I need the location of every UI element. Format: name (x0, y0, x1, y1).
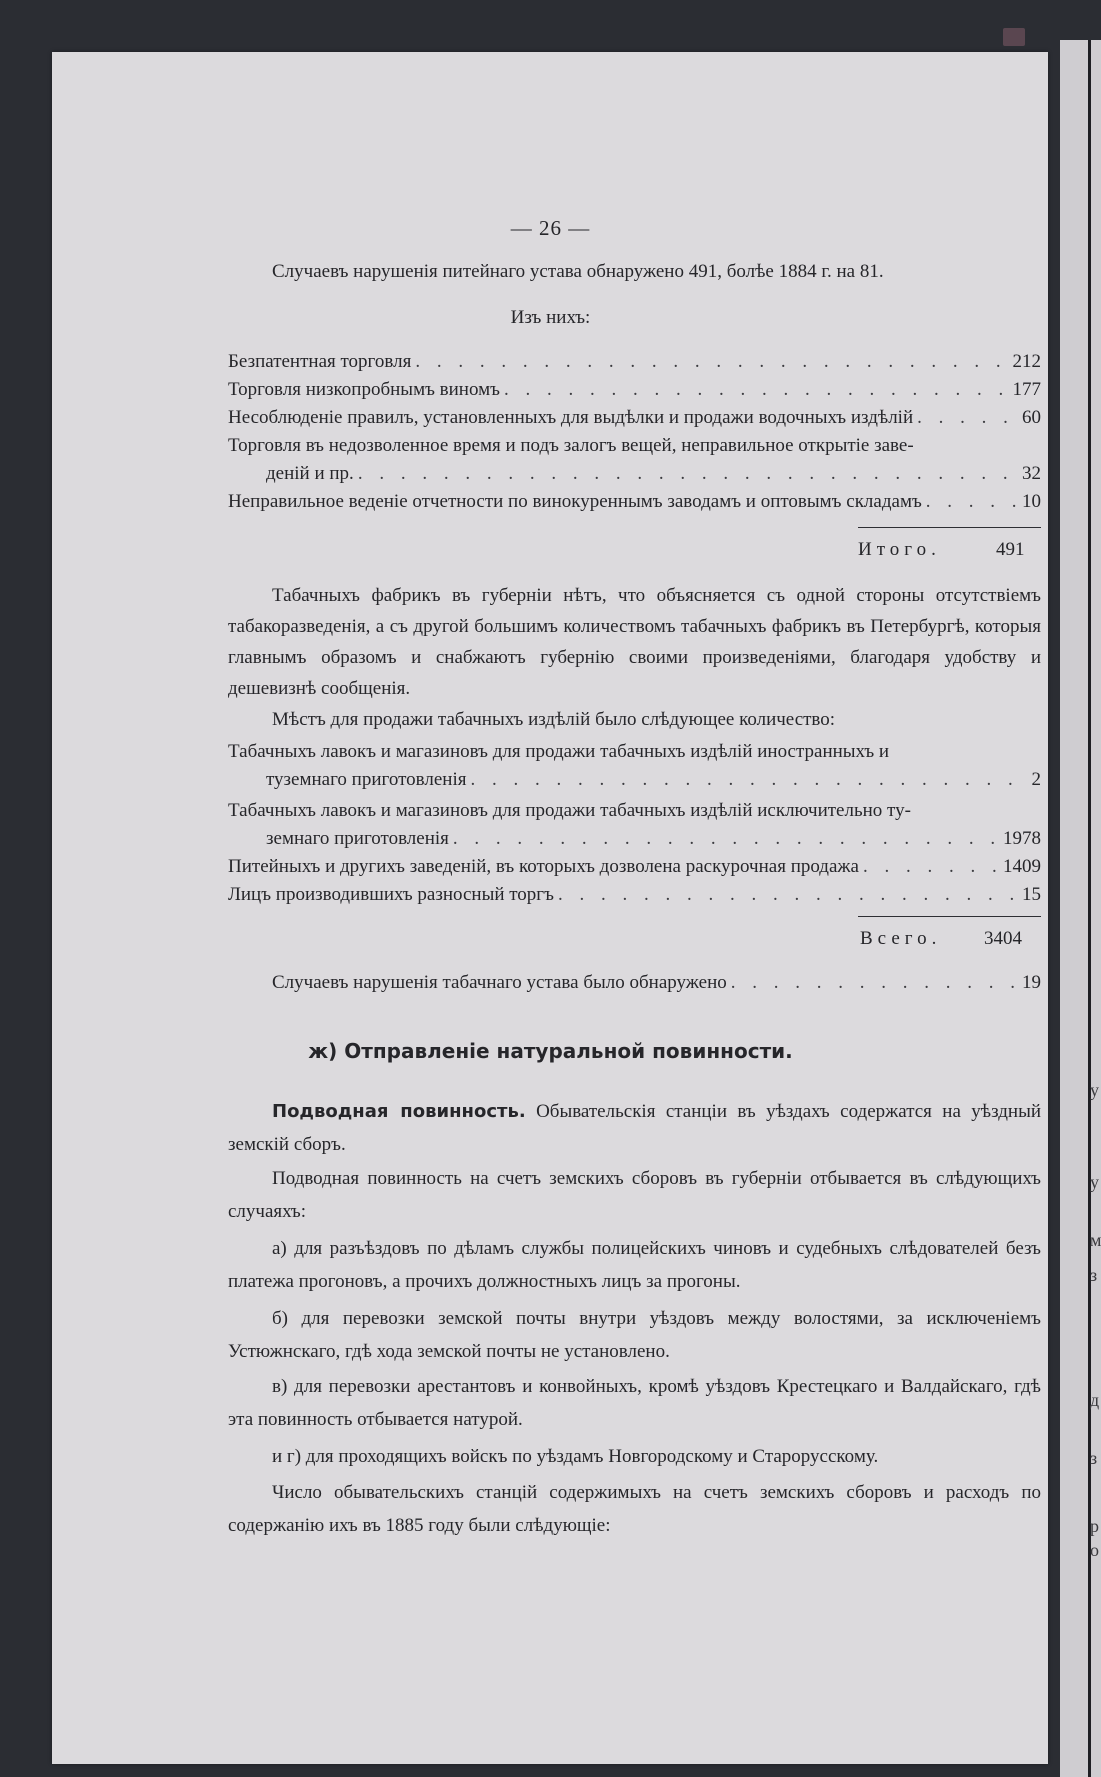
adjacent-page-letter: з (1090, 1448, 1098, 1468)
places-intro: Мѣстъ для продажи табачныхъ издѣлій было слѣдующее количество: (272, 709, 836, 730)
list-item (228, 883, 1041, 907)
page-number: — 26 — (510, 216, 591, 240)
subheading-of-them: Изъ нихъ: (510, 307, 591, 328)
paragraph-text: б) для перевозки земской почты внутри уѣздовъ между волостями, за исключеніемъ Устюжнскаго, гдѣ хода земской почты не установлено. (228, 1308, 1041, 1362)
item-label-continued: земнаго приготовленія (266, 828, 449, 849)
leader-dots (453, 827, 999, 851)
item-label: Случаевъ нарушенія табачнаго устава было обнаружено (272, 972, 727, 993)
adjacent-page-letter: у (1090, 1080, 1099, 1100)
item-label: Несоблюденіе правилъ, установленныхъ для выдѣлки и продажи водочныхъ издѣлій (228, 407, 914, 428)
item-value: 60 (1022, 407, 1041, 428)
case-b-paragraph (228, 1302, 1041, 1368)
case-g-paragraph (228, 1440, 1041, 1473)
leader-dots (504, 378, 1009, 402)
item-value: 15 (1022, 884, 1041, 905)
list-item (272, 971, 1041, 995)
item-value: 212 (1012, 351, 1041, 372)
total-rule (858, 916, 1041, 917)
podvod-title: Подводная повинность. (272, 1101, 526, 1122)
item-label: Лицъ производившихъ разносный торгъ (228, 884, 554, 905)
item-label: Питейныхъ и другихъ заведеній, въ которыхъ дозволена раскурочная продажа (228, 856, 859, 877)
item-label-continued: деній и пр. (266, 463, 354, 484)
total-value: 491 (996, 539, 1025, 560)
item-label: Торговля низкопробнымъ виномъ (228, 379, 500, 400)
leader-dots (415, 350, 1008, 374)
item-label: Безпатентная торговля (228, 351, 412, 372)
final-paragraph (228, 1476, 1041, 1542)
adjacent-page-edge (1060, 40, 1101, 1777)
list-item (228, 855, 1041, 879)
item-value: 1978 (1003, 828, 1041, 849)
tobacco-paragraph (228, 580, 1041, 704)
list-item (266, 768, 1041, 792)
adjacent-page-letter: у (1090, 1172, 1099, 1192)
total-rule (858, 527, 1041, 528)
total-label: Всего. (860, 928, 942, 949)
adjacent-page-letter: д (1090, 1390, 1100, 1410)
adjacent-page-letter: о (1090, 1540, 1099, 1560)
item-value: 2 (1031, 769, 1041, 790)
podvod-paragraph (228, 1095, 1041, 1161)
list-item (228, 490, 1041, 514)
item-label: Табачныхъ лавокъ и магазиновъ для продажи табачныхъ издѣлій иностранныхъ и (228, 741, 890, 762)
total-value: 3404 (984, 928, 1022, 949)
list-item (266, 827, 1041, 851)
leader-dots (926, 490, 1018, 514)
item-value: 177 (1012, 379, 1041, 400)
leader-dots (558, 883, 1018, 907)
cases-intro-paragraph (228, 1162, 1041, 1228)
leader-dots (470, 768, 1027, 792)
item-value: 32 (1022, 463, 1041, 484)
case-v-paragraph (228, 1370, 1041, 1436)
paragraph-text: в) для перевозки арестантовъ и конвойныхъ, кромѣ уѣздовъ Крестецкаго и Валдайскаго, гдѣ эта повинность отбывается натурой. (228, 1376, 1041, 1430)
paragraph-text: Число обывательскихъ станцій содержимыхъ на счетъ земскихъ сборовъ и расходъ по содержанію ихъ въ 1885 году были слѣдующіе: (228, 1482, 1041, 1536)
item-value: 1409 (1003, 856, 1041, 877)
item-label: Табачныхъ лавокъ и магазиновъ для продажи табачныхъ издѣлій исключительно ту- (228, 800, 911, 821)
total-label: Итого. (858, 539, 941, 560)
case-a-paragraph (228, 1232, 1041, 1298)
intro-line: Случаевъ нарушенія питейнаго устава обнаружено 491, болѣе 1884 г. на 81. (272, 261, 884, 282)
section-heading: ж) Отправленіе натуральной повинности. (308, 1039, 793, 1063)
adjacent-page-letter: р (1090, 1516, 1099, 1536)
item-label: Неправильное веденіе отчетности по винокуреннымъ заводамъ и оптовымъ складамъ (228, 491, 922, 512)
paragraph-text: Табачныхъ фабрикъ въ губерніи нѣтъ, что объясняется съ одной стороны отсутствіемъ табакоразведенія, а съ другой большимъ количествомъ табачныхъ фабрикъ въ Петербургѣ, которыя главнымъ образомъ и снабжаютъ губернію своими произведеніями, благодаря удобству и дешевизнѣ сообщенія. (228, 585, 1041, 699)
leader-dots (731, 971, 1018, 995)
adjacent-page-letter: з (1090, 1265, 1098, 1285)
list-item (228, 378, 1041, 402)
item-label: Торговля въ недозволенное время и подъ залогъ вещей, неправильное открытіе заве- (228, 435, 914, 456)
library-tab-mark (1003, 28, 1025, 46)
paragraph-text: а) для разъѣздовъ по дѣламъ службы полицейскихъ чиновъ и судебныхъ слѣдователей безъ платежа прогоновъ, а прочихъ должностныхъ лицъ за прогоны. (228, 1238, 1041, 1292)
leader-dots (358, 462, 1018, 486)
item-value: 10 (1022, 491, 1041, 512)
list-item (266, 462, 1041, 486)
leader-dots (917, 406, 1018, 430)
item-value: 19 (1022, 972, 1041, 993)
item-label-continued: туземнаго приготовленія (266, 769, 467, 790)
list-item (228, 406, 1041, 430)
leader-dots (863, 855, 999, 879)
paragraph-text: Обывательскія станціи въ уѣздахъ содержатся на уѣздный земскій сборъ. (228, 1101, 1042, 1155)
paragraph-text: Подводная повинность на счетъ земскихъ сборовъ въ губерніи отбывается въ слѣдующихъ случаяхъ: (228, 1168, 1041, 1222)
paragraph-text: и г) для проходящихъ войскъ по уѣздамъ Новгородскому и Старорусскому. (272, 1446, 879, 1467)
list-item (228, 350, 1041, 374)
adjacent-page-letter: м (1090, 1230, 1101, 1250)
